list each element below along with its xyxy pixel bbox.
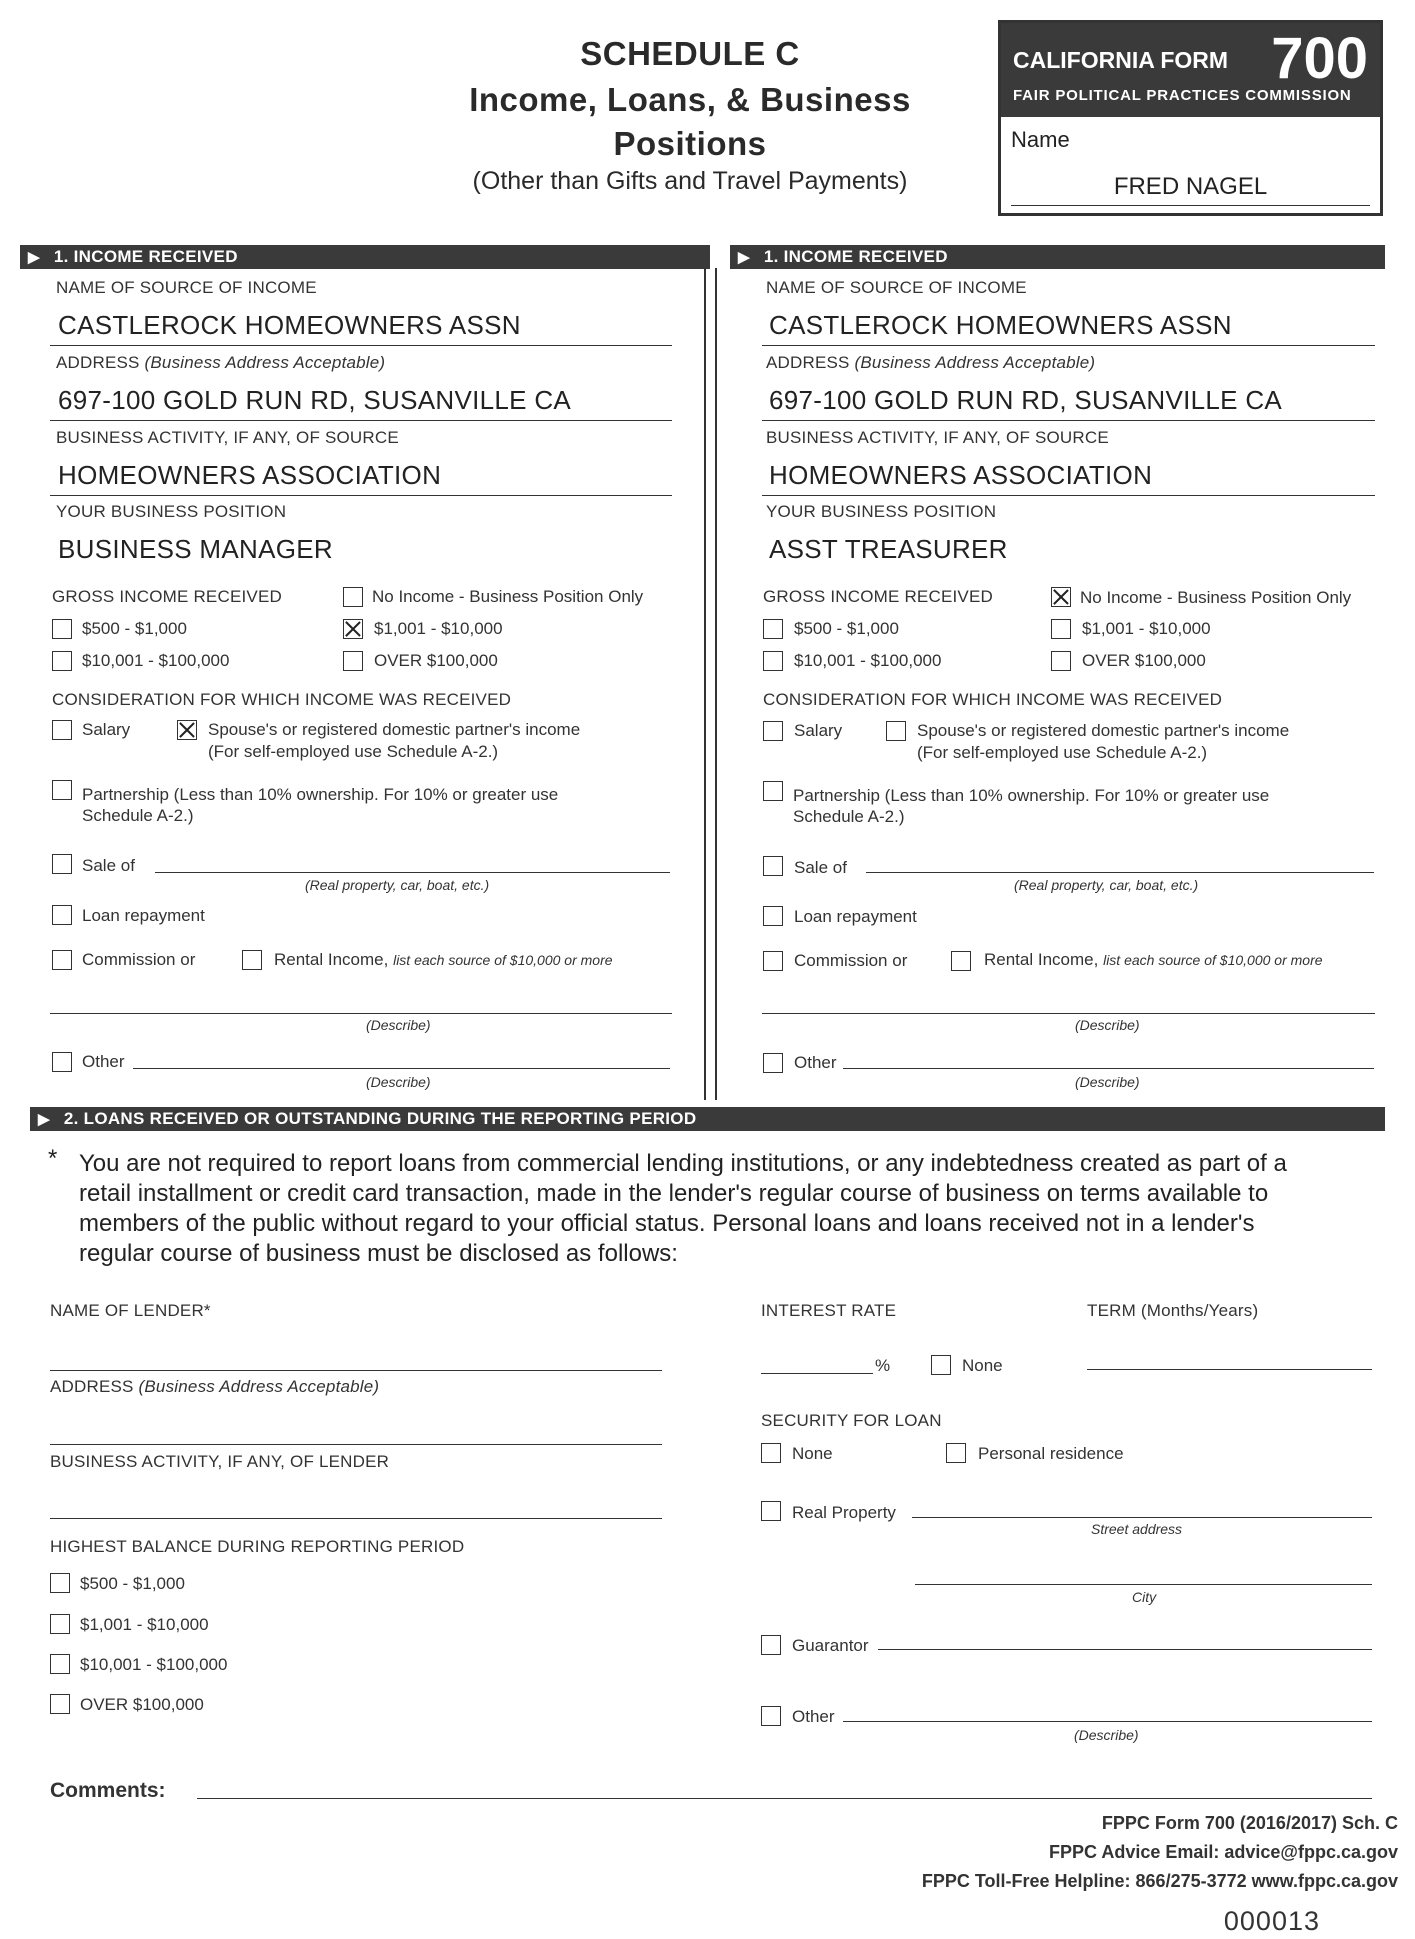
describe-caption: (Describe) [1074, 1727, 1139, 1743]
lender-address-note: (Business Address Acceptable) [138, 1377, 380, 1396]
address-field[interactable]: 697-100 GOLD RUN RD, SUSANVILLE CA [769, 385, 1283, 415]
commission-label: Commission or [794, 951, 908, 970]
schedule-title: SCHEDULE C [580, 35, 800, 72]
income-1001-label: $1,001 - $10,000 [1082, 619, 1211, 638]
activity-field[interactable]: HOMEOWNERS ASSOCIATION [769, 460, 1153, 490]
loan-repayment-checkbox[interactable] [763, 906, 783, 926]
income-1001-checkbox[interactable] [1051, 619, 1071, 639]
balance-1001-label: $1,001 - $10,000 [80, 1615, 209, 1634]
salary-label: Salary [82, 720, 131, 739]
form-version: FPPC Form 700 (2016/2017) Sch. C [1101, 1813, 1398, 1833]
rental-income-label [984, 950, 1323, 970]
lender-address-field[interactable] [50, 1444, 662, 1445]
filer-name-underline [1011, 205, 1370, 206]
income-10001-label: $10,001 - $100,000 [82, 651, 230, 670]
source-name-field[interactable]: CASTLEROCK HOMEOWNERS ASSN [58, 310, 521, 340]
loan-notice-line2: retail installment or credit card transaction, made in the lender's regular course of business on terms available to [79, 1180, 1269, 1207]
spouse-income-checkbox[interactable] [886, 721, 906, 741]
income-500-label: $500 - $1,000 [82, 619, 187, 638]
loan-repayment-checkbox[interactable] [52, 905, 72, 925]
form-id-box [998, 20, 1383, 216]
form-id-band [1001, 23, 1380, 117]
schedule-note: (Other than Gifts and Travel Payments) [472, 167, 908, 195]
commission-label: Commission or [82, 950, 196, 969]
income-over-checkbox[interactable] [343, 651, 363, 671]
salary-checkbox[interactable] [52, 720, 72, 740]
income-1001-checkbox[interactable] [343, 619, 363, 639]
spouse-income-label: Spouse's or registered domestic partner's income [917, 721, 1290, 740]
describe-field[interactable] [762, 1013, 1375, 1014]
column-divider [704, 268, 706, 1100]
loan-notice-line3: members of the public without regard to your official status. Personal loans and loans received not in a lender's [79, 1210, 1255, 1237]
guarantor-checkbox[interactable] [761, 1635, 781, 1655]
personal-residence-checkbox[interactable] [946, 1443, 966, 1463]
field-underline [50, 345, 672, 346]
triangle-icon: ▶ [28, 249, 40, 266]
sale-field[interactable] [155, 872, 670, 873]
salary-label: Salary [794, 721, 843, 740]
lender-activity-field[interactable] [50, 1518, 662, 1519]
activity-label: BUSINESS ACTIVITY, IF ANY, OF SOURCE [766, 428, 1109, 447]
real-property-label: Real Property [792, 1503, 896, 1522]
section1-header-left [20, 245, 710, 269]
other-field[interactable] [843, 1068, 1374, 1069]
form-number: 700 [1271, 26, 1368, 91]
activity-field[interactable]: HOMEOWNERS ASSOCIATION [58, 460, 442, 490]
page-number: 000013 [1223, 1906, 1320, 1936]
no-income-label: No Income - Business Position Only [1080, 588, 1352, 607]
comments-label: Comments: [50, 1779, 166, 1802]
percent-sign: % [875, 1356, 891, 1375]
sale-label: Sale of [82, 856, 135, 875]
comments-field[interactable] [197, 1798, 1372, 1799]
income-10001-checkbox[interactable] [52, 651, 72, 671]
notice-asterisk: * [48, 1145, 58, 1172]
position-label: YOUR BUSINESS POSITION [766, 502, 997, 521]
partnership-label-cont: Schedule A-2.) [82, 806, 194, 825]
lender-address-text: ADDRESS [50, 1377, 134, 1396]
income-500-checkbox[interactable] [763, 619, 783, 639]
city-caption: City [1132, 1589, 1157, 1605]
activity-label: BUSINESS ACTIVITY, IF ANY, OF SOURCE [56, 428, 399, 447]
income-10001-label: $10,001 - $100,000 [794, 651, 942, 670]
form-name: CALIFORNIA FORM [1013, 47, 1229, 73]
column-divider [715, 268, 717, 1100]
helpline: FPPC Toll-Free Helpline: 866/275-3772 www.fppc.ca.gov [921, 1871, 1398, 1891]
describe-caption: (Describe) [1075, 1017, 1140, 1033]
consideration-label: CONSIDERATION FOR WHICH INCOME WAS RECEIVED [52, 690, 512, 709]
spouse-income-checkbox[interactable] [177, 720, 197, 740]
interest-rate-field[interactable] [761, 1373, 873, 1374]
describe-caption: (Describe) [366, 1074, 431, 1090]
salary-checkbox[interactable] [763, 721, 783, 741]
commission-checkbox[interactable] [52, 950, 72, 970]
no-income-label: No Income - Business Position Only [372, 587, 644, 606]
address-field[interactable]: 697-100 GOLD RUN RD, SUSANVILLE CA [58, 385, 572, 415]
rental-income-text: Rental Income, [984, 950, 1099, 969]
field-underline [762, 420, 1375, 421]
loan-notice-line1: You are not required to report loans from commercial lending institutions, or any indebtedness created as part of a [79, 1150, 1287, 1177]
sale-note: (Real property, car, boat, etc.) [305, 877, 490, 893]
other-label: Other [794, 1053, 837, 1072]
sale-label: Sale of [794, 858, 847, 877]
other-label: Other [82, 1052, 125, 1071]
field-underline [50, 420, 672, 421]
street-address-caption: Street address [1091, 1521, 1183, 1537]
security-label: SECURITY FOR LOAN [761, 1411, 942, 1430]
advice-email: FPPC Advice Email: advice@fppc.ca.gov [1049, 1842, 1398, 1862]
filer-name-field[interactable]: FRED NAGEL [1113, 173, 1268, 200]
rental-income-label [274, 950, 613, 970]
schedule-subtitle-line2: Positions [613, 125, 767, 162]
source-name-label: NAME OF SOURCE OF INCOME [56, 278, 317, 297]
section2-header [30, 1107, 1385, 1131]
other-checkbox[interactable] [52, 1052, 72, 1072]
balance-500-checkbox[interactable] [50, 1573, 70, 1593]
position-field[interactable]: BUSINESS MANAGER [58, 534, 333, 564]
address-note: (Business Address Acceptable) [854, 353, 1096, 372]
lender-address-label [50, 1377, 379, 1397]
guarantor-field[interactable] [878, 1649, 1372, 1650]
field-underline [762, 495, 1375, 496]
position-label: YOUR BUSINESS POSITION [56, 502, 287, 521]
section-title: 1. INCOME RECEIVED [53, 247, 238, 266]
source-name-label: NAME OF SOURCE OF INCOME [766, 278, 1027, 297]
street-address-field[interactable] [912, 1517, 1372, 1518]
field-underline [50, 495, 672, 496]
lender-activity-label: BUSINESS ACTIVITY, IF ANY, OF LENDER [50, 1452, 390, 1471]
describe-caption: (Describe) [366, 1017, 431, 1033]
gross-income-label: GROSS INCOME RECEIVED [52, 587, 282, 606]
describe-caption: (Describe) [1075, 1074, 1140, 1090]
city-field[interactable] [915, 1584, 1372, 1585]
schedule-subtitle-line1: Income, Loans, & Business [469, 81, 911, 118]
guarantor-label: Guarantor [792, 1636, 869, 1655]
other-field[interactable] [133, 1068, 670, 1069]
describe-field[interactable] [50, 1013, 672, 1014]
highest-balance-label: HIGHEST BALANCE DURING REPORTING PERIOD [50, 1537, 465, 1556]
balance-1001-checkbox[interactable] [50, 1614, 70, 1634]
balance-over-label: OVER $100,000 [80, 1695, 204, 1714]
balance-10001-checkbox[interactable] [50, 1654, 70, 1674]
source-name-field[interactable]: CASTLEROCK HOMEOWNERS ASSN [769, 310, 1232, 340]
balance-500-label: $500 - $1,000 [80, 1574, 185, 1593]
interest-rate-label: INTEREST RATE [761, 1301, 897, 1320]
real-property-checkbox[interactable] [761, 1501, 781, 1521]
partnership-checkbox[interactable] [52, 780, 72, 800]
sale-checkbox[interactable] [763, 856, 783, 876]
balance-over-checkbox[interactable] [50, 1694, 70, 1714]
partnership-label: Partnership (Less than 10% ownership. For 10% or greater use [793, 786, 1270, 805]
no-income-checkbox[interactable] [1051, 587, 1071, 607]
spouse-income-note: (For self-employed use Schedule A-2.) [917, 743, 1208, 762]
consideration-label: CONSIDERATION FOR WHICH INCOME WAS RECEIVED [763, 690, 1223, 709]
loan-repayment-label: Loan repayment [82, 906, 205, 925]
income-over-label: OVER $100,000 [1082, 651, 1206, 670]
section1-header-right [730, 245, 1385, 269]
section-title: 2. LOANS RECEIVED OR OUTSTANDING DURING THE REPORTING PERIOD [63, 1109, 697, 1128]
triangle-icon: ▶ [38, 1111, 50, 1128]
security-other-field[interactable] [843, 1721, 1372, 1722]
sale-checkbox[interactable] [52, 854, 72, 874]
section-title: 1. INCOME RECEIVED [763, 247, 948, 266]
lender-name-field[interactable] [50, 1370, 662, 1371]
rental-income-note: list each source of $10,000 or more [1103, 952, 1323, 968]
commission-checkbox[interactable] [763, 951, 783, 971]
address-label-text: ADDRESS [766, 353, 850, 372]
security-other-label: Other [792, 1707, 835, 1726]
gross-income-label: GROSS INCOME RECEIVED [763, 587, 993, 606]
partnership-label-cont: Schedule A-2.) [793, 807, 905, 826]
partnership-checkbox[interactable] [763, 781, 783, 801]
field-underline [762, 345, 1375, 346]
term-label: TERM (Months/Years) [1087, 1301, 1259, 1320]
rental-income-text: Rental Income, [274, 950, 389, 969]
commission-name: FAIR POLITICAL PRACTICES COMMISSION [1013, 87, 1352, 104]
filer-name-label: Name [1011, 127, 1070, 152]
loan-notice-line4: regular course of business must be disclosed as follows: [79, 1240, 678, 1267]
security-none-checkbox[interactable] [761, 1443, 781, 1463]
rental-income-checkbox[interactable] [951, 951, 971, 971]
loan-repayment-label: Loan repayment [794, 907, 917, 926]
income-over-checkbox[interactable] [1051, 651, 1071, 671]
other-checkbox[interactable] [763, 1053, 783, 1073]
security-none-label: None [792, 1444, 833, 1463]
security-other-checkbox[interactable] [761, 1706, 781, 1726]
term-field[interactable] [1087, 1369, 1372, 1370]
spouse-income-note: (For self-employed use Schedule A-2.) [208, 742, 499, 761]
interest-none-checkbox[interactable] [931, 1355, 951, 1375]
rental-income-note: list each source of $10,000 or more [393, 952, 613, 968]
triangle-icon: ▶ [738, 249, 750, 266]
spouse-income-label: Spouse's or registered domestic partner's income [208, 720, 581, 739]
address-label [766, 353, 1095, 373]
position-field[interactable]: ASST TREASURER [769, 534, 1008, 564]
income-10001-checkbox[interactable] [763, 651, 783, 671]
address-label-text: ADDRESS [56, 353, 140, 372]
no-income-checkbox[interactable] [343, 587, 363, 607]
income-500-label: $500 - $1,000 [794, 619, 899, 638]
interest-none-label: None [962, 1356, 1003, 1375]
income-1001-label: $1,001 - $10,000 [374, 619, 503, 638]
income-over-label: OVER $100,000 [374, 651, 498, 670]
address-note: (Business Address Acceptable) [144, 353, 386, 372]
income-500-checkbox[interactable] [52, 619, 72, 639]
rental-income-checkbox[interactable] [242, 950, 262, 970]
sale-field[interactable] [866, 872, 1374, 873]
sale-note: (Real property, car, boat, etc.) [1014, 877, 1199, 893]
balance-10001-label: $10,001 - $100,000 [80, 1655, 228, 1674]
address-label [56, 353, 385, 373]
partnership-label: Partnership (Less than 10% ownership. For 10% or greater use [82, 785, 559, 804]
personal-residence-label: Personal residence [978, 1444, 1124, 1463]
lender-name-label: NAME OF LENDER* [50, 1301, 211, 1320]
